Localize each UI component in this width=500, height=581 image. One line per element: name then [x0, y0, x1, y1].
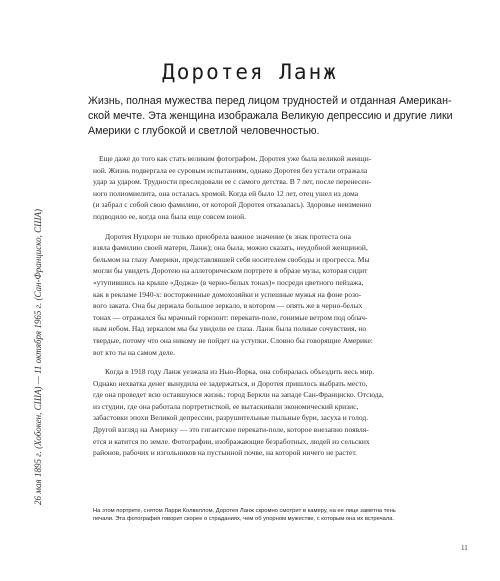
life-dates-text: 26 мая 1895 г. (Хобокен, США) — 11 октября 1965 г. (Сан-Франциско, США)	[33, 209, 43, 505]
page-number: 11	[461, 544, 468, 552]
body-line: ного полиомиелита, она осталась хромой. Когда ей было 12 лет, отец ушел из дома	[93, 188, 359, 198]
body-line: Когда в 1918 году Ланж уезжала из Нью-Йорка, она собиралась объездить весь мир.	[105, 367, 375, 377]
body-line: где она проведет всю оставшуюся жизнь: город Беркли на западе Сан-Франциско. Отсюда,	[93, 390, 384, 400]
body-line: Однако нехватка денег вынудила ее задержаться, и Доротея пришлось выбрать место,	[93, 378, 368, 388]
caption-line: печали. Эта фотография говорит скорее о страданиях, чем об упорном мужестве, с которым она их встречала.	[93, 516, 395, 522]
body-line: (и забрал с собой свою фамилию, от которой Доротея отказалась). Здоровье неизменно	[93, 200, 372, 210]
body-line: районов, рабочих и изгольников на пустынной почве, на которой ничего не растет.	[93, 448, 357, 458]
body-paragraph-3	[93, 366, 415, 459]
body-paragraph-2	[93, 231, 415, 359]
page-title: Доротея Ланж	[162, 60, 338, 84]
body-paragraph-1	[93, 153, 415, 223]
lead-line: ской мечте. Эта женщина изображала Великую депрессию и другие лики	[88, 110, 453, 122]
body-line: бельмом на глазу Америки, представлявшей себя носителем свободы и прогресса. Мы	[93, 254, 370, 264]
body-line: ется и катится по земле. Фотографии, изображающие безработных, людей из сельских	[93, 436, 370, 446]
body-line: могли бы увидеть Доротею на аллегорическом портрете в образе музы, которая сидит	[93, 266, 368, 276]
body-line: тонах — отражался бы мрачный горизонт: перекати-поле, гонимые ветром под облач-	[93, 312, 368, 322]
body-line: Еще даже до того как стать великим фотографом, Доротея уже была великой женщи-	[99, 154, 372, 163]
body-line: вого заката. Она бы держала большое зеркало, в котором — опять же в черно-белых	[93, 301, 363, 311]
body-line: ным небом. Над зеркалом мы бы увидели ее глаза. Ланж была полные сочувствия, но	[93, 324, 367, 334]
body-line: как в рекламе 1940-х: восторженные домохозяйки и успешные мужья на фоне розо-	[93, 289, 362, 299]
body-line: из студии, где она работала портретисткой, ее вытаскивали экономический кризис,	[93, 401, 359, 411]
body-line: удар за ударом. Трудности преследовали ее с самого детства. В 7 лет, после перенесен-	[93, 177, 372, 187]
body-line: вот кто ты на самом деле.	[93, 347, 175, 357]
body-line: Доротея Нуцхорн не только приобрела важное значение (в знак протеста она	[105, 231, 351, 241]
body-line: подводило ее, когда она была еще совсем юной.	[93, 211, 247, 221]
lead-line: Америки с глубокой и светлой человечностью.	[88, 125, 320, 137]
body-line: «утупившись на крыше «Доджа» (в черно-белых тонах)» посреди цветного пейзажа,	[93, 277, 364, 287]
lead-line: Жизнь, полная мужества перед лицом трудностей и отданная Американ-	[88, 95, 452, 107]
body-line: ной. Жизнь подвергала ее суровым испытаниям, однако Доротея без устали отражала	[93, 165, 368, 175]
body-line: твердые, потому что она никому не пойдет на уступки. Словно бы говорящие Америке:	[93, 335, 373, 345]
body-line: взяла фамилию своей матери, Ланж); она была, можно сказать, неудобной женщиной,	[93, 243, 368, 253]
caption-line: На этом портрете, снятом Ларри Колвеллом, Доротея Ланж скромно смотрит в камеру, на ее лице заметна тень	[93, 508, 396, 514]
photo-caption	[93, 507, 423, 523]
lead-paragraph	[88, 94, 453, 139]
body-line: Другой взгляд на Америку — это гигантское перекати-поле, которое внезапно появля-	[93, 425, 369, 435]
body-text	[93, 153, 415, 467]
body-line: забастовки эпохи Великой депрессии, разрушительные пыльные бури, засуха и голод.	[93, 413, 369, 423]
